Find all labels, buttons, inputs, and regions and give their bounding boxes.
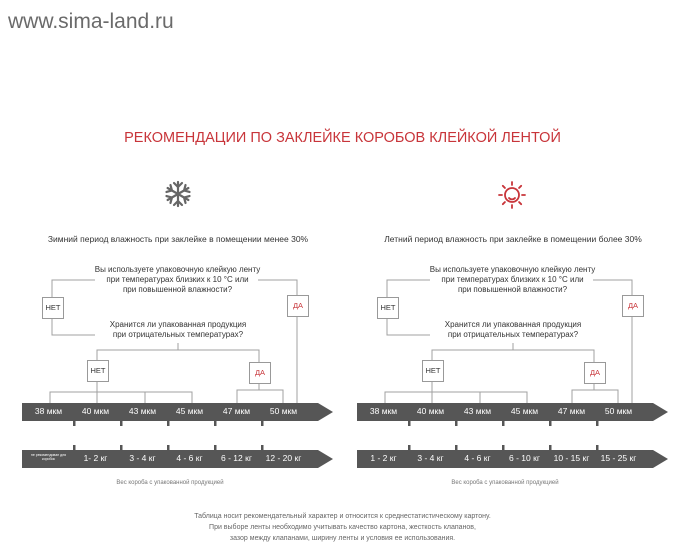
thickness-label: 50 мкм	[604, 406, 633, 416]
no-box: НЕТ	[87, 360, 109, 382]
scale-tick	[502, 421, 505, 426]
scale-tick	[502, 445, 505, 450]
weight-label: 12 - 20 кг	[265, 453, 302, 463]
sun-icon	[497, 180, 527, 215]
scale-tick	[167, 445, 170, 450]
scale-tick	[549, 445, 552, 450]
question-2	[88, 320, 268, 340]
question-line: при температурах близких к 10 °С или	[441, 275, 584, 284]
weight-label: 10 - 15 кг	[553, 453, 590, 463]
no-box: НЕТ	[42, 297, 64, 319]
weight-label: 6 - 12 кг	[221, 453, 252, 463]
question-line: при отрицательных температурах?	[447, 330, 579, 339]
weight-label: 6 - 10 кг	[509, 453, 540, 463]
season-panel	[335, 0, 675, 556]
thickness-label: 47 мкм	[557, 406, 586, 416]
question-line: при температурах близких к 10 °С или	[106, 275, 249, 284]
thickness-label: 38 мкм	[369, 406, 398, 416]
thickness-label: 43 мкм	[463, 406, 492, 416]
weight-label: 1 - 2 кг	[370, 453, 397, 463]
season-panel	[0, 0, 340, 556]
scale-tick	[120, 421, 123, 426]
weight-label: 15 - 25 кг	[600, 453, 637, 463]
scale-tick	[167, 421, 170, 426]
question-line: при повышенной влажности?	[457, 285, 568, 294]
scale-tick	[120, 445, 123, 450]
scale-tick	[549, 421, 552, 426]
footnote-line: При выборе ленты необходимо учитывать качество картона, жесткость клапанов,	[209, 524, 476, 531]
question-2	[423, 320, 603, 340]
question-1	[420, 265, 605, 295]
footnote-line: зазор между клапанами, ширину ленты и условия ее использования.	[229, 535, 456, 542]
yes-box: ДА	[249, 362, 271, 384]
scale-tick	[408, 445, 411, 450]
no-box: НЕТ	[422, 360, 444, 382]
question-line: Хранится ли упакованная продукция	[109, 320, 247, 329]
question-line: Вы используете упаковочную клейкую ленту	[94, 265, 261, 274]
snowflake-icon	[164, 180, 192, 213]
weight-caption: Вес короба с упакованной продукцией	[451, 480, 559, 486]
thickness-label: 40 мкм	[416, 406, 445, 416]
footnote-line: Таблица носит рекомендательный характер и относится к среднестатистическому картону.	[194, 513, 491, 520]
question-line: Вы используете упаковочную клейкую ленту	[429, 265, 596, 274]
scale-tick	[261, 445, 264, 450]
question-line: Хранится ли упакованная продукция	[444, 320, 582, 329]
season-heading: Летний период влажность при заклейке в помещении более 30%	[384, 234, 642, 244]
question-1	[85, 265, 270, 295]
thickness-label: 50 мкм	[269, 406, 298, 416]
no-box: НЕТ	[377, 297, 399, 319]
thickness-label: 38 мкм	[34, 406, 63, 416]
footnote	[0, 511, 685, 544]
scale-tick	[408, 421, 411, 426]
question-line: при отрицательных температурах?	[112, 330, 244, 339]
thickness-label: 45 мкм	[175, 406, 204, 416]
thickness-label: 40 мкм	[81, 406, 110, 416]
scale-tick	[596, 421, 599, 426]
weight-label: 1- 2 кг	[83, 453, 108, 463]
scale-tick	[73, 421, 76, 426]
weight-caption: Вес короба с упакованной продукцией	[116, 480, 224, 486]
thickness-label: 43 мкм	[128, 406, 157, 416]
scale-tick	[261, 421, 264, 426]
scale-tick	[214, 421, 217, 426]
scale-tick	[596, 445, 599, 450]
weight-label: 3 - 4 кг	[417, 453, 444, 463]
weight-label: не рекомендован для коробок	[30, 453, 67, 461]
thickness-label: 47 мкм	[222, 406, 251, 416]
thickness-label: 45 мкм	[510, 406, 539, 416]
scale-tick	[214, 445, 217, 450]
watermark: www.sima-land.ru	[8, 10, 174, 33]
season-heading: Зимний период влажность при заклейке в помещении менее 30%	[47, 234, 309, 244]
yes-box: ДА	[287, 295, 309, 317]
weight-label: 3 - 4 кг	[129, 453, 156, 463]
yes-box: ДА	[622, 295, 644, 317]
page-title: РЕКОМЕНДАЦИИ ПО ЗАКЛЕЙКЕ КОРОБОВ КЛЕЙКОЙ ЛЕНТОЙ	[124, 130, 561, 146]
scale-tick	[455, 445, 458, 450]
weight-label: 4 - 6 кг	[464, 453, 491, 463]
weight-label: 4 - 6 кг	[176, 453, 203, 463]
question-line: при повышенной влажности?	[122, 285, 233, 294]
scale-tick	[73, 445, 76, 450]
yes-box: ДА	[584, 362, 606, 384]
scale-tick	[455, 421, 458, 426]
